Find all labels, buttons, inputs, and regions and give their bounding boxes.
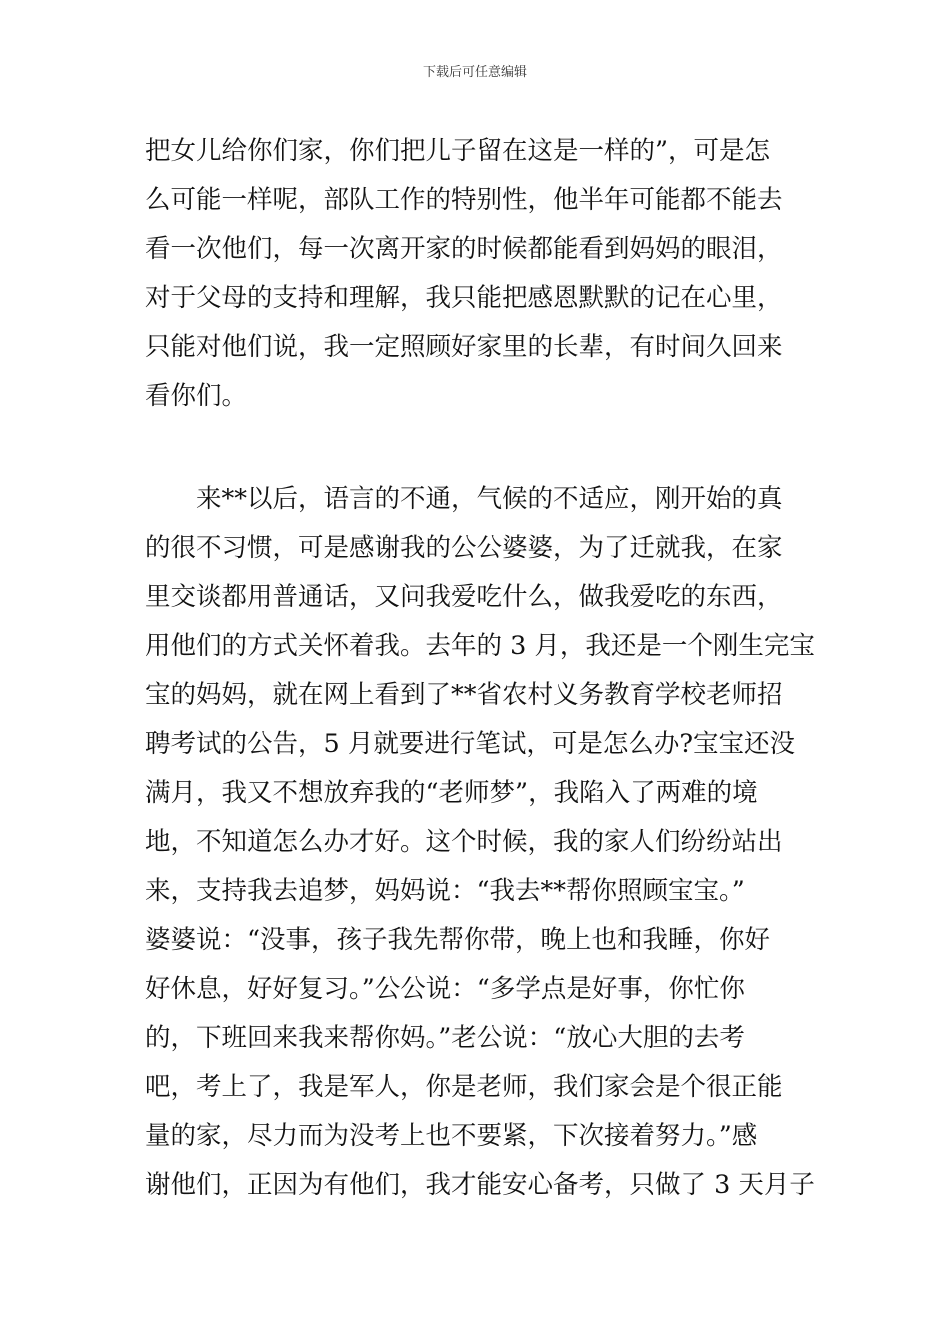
text-line: 看你们。 xyxy=(145,381,248,411)
text-line: 量的家，尽力而为没考上也不要紧，下次接着努力。”感 xyxy=(145,1121,758,1151)
text-line: 对于父母的支持和理解，我只能把感恩默默的记在心里， xyxy=(145,283,783,313)
text-line: 里交谈都用普通话，又问我爱吃什么，做我爱吃的东西， xyxy=(145,582,783,612)
text-line: 来**以后，语言的不通，气候的不适应，刚开始的真 xyxy=(145,484,783,514)
text-line: 地，不知道怎么办才好。这个时候，我的家人们纷纷站出 xyxy=(145,827,783,857)
text-line: 满月，我又不想放弃我的“老师梦”，我陷入了两难的境 xyxy=(145,778,758,808)
text-line: 聘考试的公告，5 月就要进行笔试，可是怎么办?宝宝还没 xyxy=(145,729,796,759)
text-line: 只能对他们说，我一定照顾好家里的长辈，有时间久回来 xyxy=(145,332,783,362)
text-line: 用他们的方式关怀着我。去年的 3 月，我还是一个刚生完宝 xyxy=(145,631,815,661)
page-header: 下载后可任意编辑 xyxy=(422,65,527,80)
text-line: 婆婆说：“没事，孩子我先帮你带，晚上也和我睡，你好 xyxy=(145,925,771,955)
text-line: 谢他们，正因为有他们，我才能安心备考，只做了 3 天月子 xyxy=(145,1170,815,1200)
text-line: 来，支持我去追梦，妈妈说：“我去**帮你照顾宝宝。” xyxy=(145,876,745,906)
text-line: 么可能一样呢，部队工作的特别性，他半年可能都不能去 xyxy=(145,185,783,215)
text-line: 的很不习惯，可是感谢我的公公婆婆，为了迁就我，在家 xyxy=(145,533,783,563)
text-line: 好休息，好好复习。”公公说：“多学点是好事，你忙你 xyxy=(145,974,745,1004)
text-line: 看一次他们，每一次离开家的时候都能看到妈妈的眼泪， xyxy=(145,234,783,264)
paragraph-2 xyxy=(145,475,817,1210)
text-line: 把女儿给你们家，你们把儿子留在这是一样的”，可是怎 xyxy=(145,136,771,166)
text-line: 吧，考上了，我是军人，你是老师，我们家会是个很正能 xyxy=(145,1072,783,1102)
text-line: 宝的妈妈，就在网上看到了**省农村义务教育学校老师招 xyxy=(145,680,783,710)
paragraph-1 xyxy=(145,127,817,421)
text-line: 的，下班回来我来帮你妈。”老公说：“放心大胆的去考 xyxy=(145,1023,745,1053)
